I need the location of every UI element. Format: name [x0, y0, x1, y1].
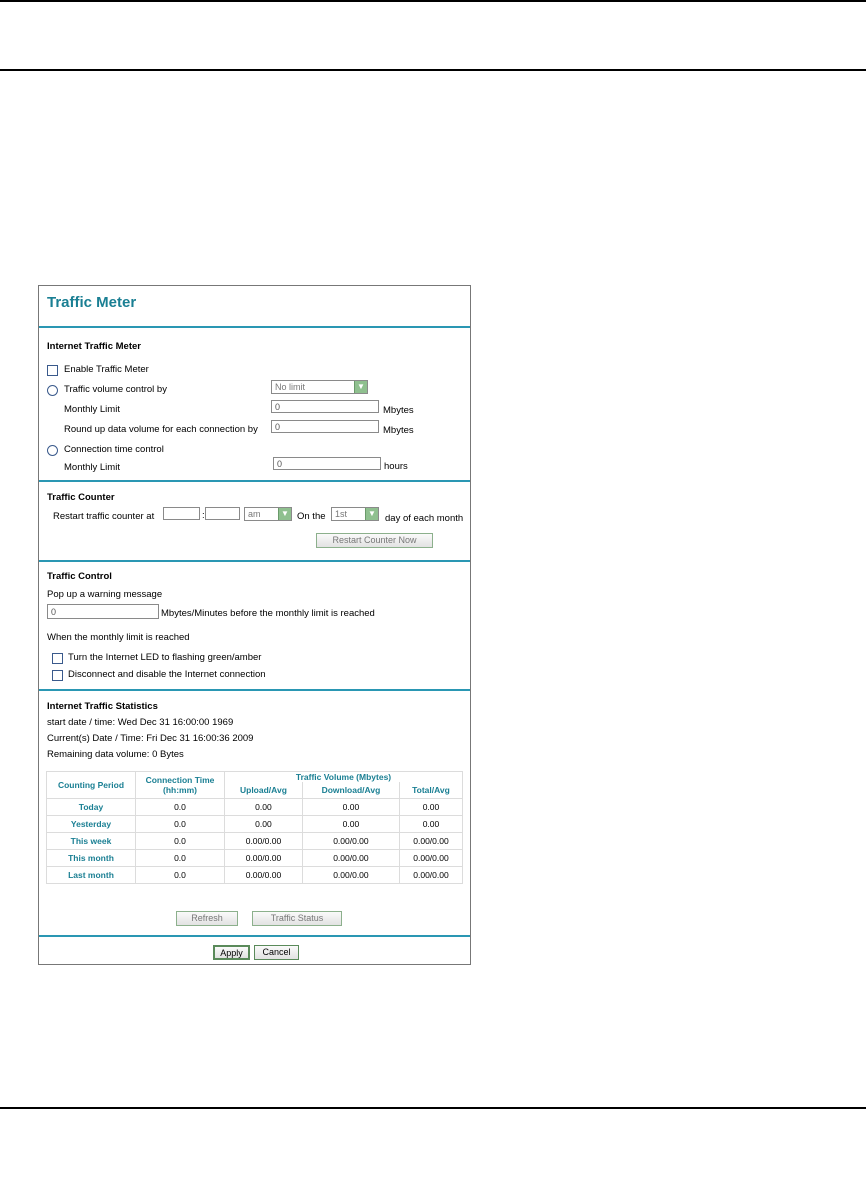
traffic-counter-heading: Traffic Counter — [47, 492, 115, 503]
day-suffix-label: day of each month — [385, 513, 464, 524]
row-period: This week — [47, 833, 136, 850]
row-total: 0.00 — [399, 799, 462, 816]
table-row — [47, 850, 463, 867]
refresh-button[interactable]: Refresh — [176, 911, 238, 926]
row-period: Last month — [47, 867, 136, 884]
row-period: This month — [47, 850, 136, 867]
row-download: 0.00 — [302, 816, 399, 833]
row-upload: 0.00/0.00 — [225, 850, 303, 867]
table-header-row — [47, 772, 463, 783]
restart-minute-input[interactable] — [205, 507, 240, 520]
ampm-select-value: am — [248, 509, 261, 519]
disconnect-checkbox[interactable] — [52, 670, 63, 681]
on-the-label: On the — [297, 511, 326, 522]
table-row — [47, 833, 463, 850]
row-total: 0.00 — [399, 816, 462, 833]
day-select[interactable] — [331, 507, 379, 521]
enable-traffic-meter-checkbox[interactable] — [47, 365, 58, 376]
row-total: 0.00/0.00 — [399, 833, 462, 850]
header-total: Total/Avg — [399, 782, 462, 799]
round-up-input[interactable]: 0 — [271, 420, 379, 433]
footer-rule — [0, 1107, 866, 1109]
table-row — [47, 816, 463, 833]
row-download: 0.00/0.00 — [302, 833, 399, 850]
traffic-meter-panel — [38, 285, 471, 965]
remaining-volume-text: Remaining data volume: 0 Bytes — [47, 749, 184, 760]
round-up-label: Round up data volume for each connection by — [64, 424, 258, 435]
row-connection-time: 0.0 — [136, 833, 225, 850]
monthly-limit-input[interactable]: 0 — [271, 400, 379, 413]
time-colon: : — [202, 510, 205, 521]
header-connection-time-unit: (hh:mm) — [163, 785, 197, 795]
table-row — [47, 867, 463, 884]
statistics-heading: Internet Traffic Statistics — [47, 701, 158, 712]
header-upload: Upload/Avg — [225, 782, 303, 799]
row-period: Yesterday — [47, 816, 136, 833]
time-control-radio[interactable] — [47, 445, 58, 456]
statistics-table — [46, 771, 463, 884]
row-connection-time: 0.0 — [136, 816, 225, 833]
section-divider — [39, 689, 470, 691]
volume-control-radio[interactable] — [47, 385, 58, 396]
header-rule — [0, 69, 866, 71]
volume-control-select-value: No limit — [275, 382, 306, 392]
round-up-unit: Mbytes — [383, 425, 414, 436]
restart-counter-now-button[interactable]: Restart Counter Now — [316, 533, 433, 548]
cancel-button[interactable]: Cancel — [254, 945, 299, 960]
row-total: 0.00/0.00 — [399, 850, 462, 867]
header-connection-time-label: Connection Time — [145, 775, 215, 785]
popup-warning-input[interactable]: 0 — [47, 604, 159, 619]
current-time-text: Current(s) Date / Time: Fri Dec 31 16:00:36 2009 — [47, 733, 254, 744]
start-time-text: start date / time: Wed Dec 31 16:00:00 1969 — [47, 717, 234, 728]
header-counting-period: Counting Period — [47, 772, 136, 799]
row-download: 0.00/0.00 — [302, 867, 399, 884]
monthly-limit-label: Monthly Limit — [64, 404, 120, 415]
row-connection-time: 0.0 — [136, 799, 225, 816]
section-divider — [39, 560, 470, 562]
volume-control-select[interactable] — [271, 380, 368, 394]
monthly-limit-unit: Mbytes — [383, 405, 414, 416]
time-limit-label: Monthly Limit — [64, 462, 120, 473]
row-connection-time: 0.0 — [136, 850, 225, 867]
restart-counter-label: Restart traffic counter at — [53, 511, 155, 522]
row-download: 0.00 — [302, 799, 399, 816]
volume-control-label: Traffic volume control by — [64, 384, 167, 395]
time-limit-unit: hours — [384, 461, 408, 472]
section-divider — [39, 326, 470, 328]
when-limit-reached-label: When the monthly limit is reached — [47, 632, 190, 643]
disconnect-label: Disconnect and disable the Internet connection — [68, 669, 266, 680]
chevron-down-icon: ▼ — [365, 508, 378, 520]
traffic-control-heading: Traffic Control — [47, 571, 112, 582]
enable-traffic-meter-label: Enable Traffic Meter — [64, 364, 149, 375]
led-flash-label: Turn the Internet LED to flashing green/amber — [68, 652, 262, 663]
traffic-status-button[interactable]: Traffic Status — [252, 911, 342, 926]
header-traffic-volume: Traffic Volume (Mbytes) — [225, 772, 463, 783]
row-upload: 0.00 — [225, 816, 303, 833]
day-select-value: 1st — [335, 509, 348, 519]
row-download: 0.00/0.00 — [302, 850, 399, 867]
row-total: 0.00/0.00 — [399, 867, 462, 884]
led-flash-checkbox[interactable] — [52, 653, 63, 664]
ampm-select[interactable] — [244, 507, 292, 521]
page-title: Traffic Meter — [47, 294, 137, 311]
chevron-down-icon: ▼ — [278, 508, 291, 520]
top-rule — [0, 0, 866, 2]
internet-traffic-meter-heading: Internet Traffic Meter — [47, 341, 141, 352]
time-control-label: Connection time control — [64, 444, 164, 455]
section-divider — [39, 935, 470, 937]
row-period: Today — [47, 799, 136, 816]
row-upload: 0.00/0.00 — [225, 867, 303, 884]
header-download: Download/Avg — [302, 782, 399, 799]
row-upload: 0.00 — [225, 799, 303, 816]
popup-warning-suffix: Mbytes/Minutes before the monthly limit is reached — [161, 608, 375, 619]
table-row — [47, 799, 463, 816]
header-connection-time — [136, 772, 225, 799]
popup-warning-label: Pop up a warning message — [47, 589, 163, 600]
restart-hour-input[interactable] — [163, 507, 200, 520]
section-divider — [39, 480, 470, 482]
apply-button[interactable]: Apply — [213, 945, 250, 960]
row-upload: 0.00/0.00 — [225, 833, 303, 850]
chevron-down-icon: ▼ — [354, 381, 367, 393]
time-limit-input[interactable]: 0 — [273, 457, 381, 470]
row-connection-time: 0.0 — [136, 867, 225, 884]
